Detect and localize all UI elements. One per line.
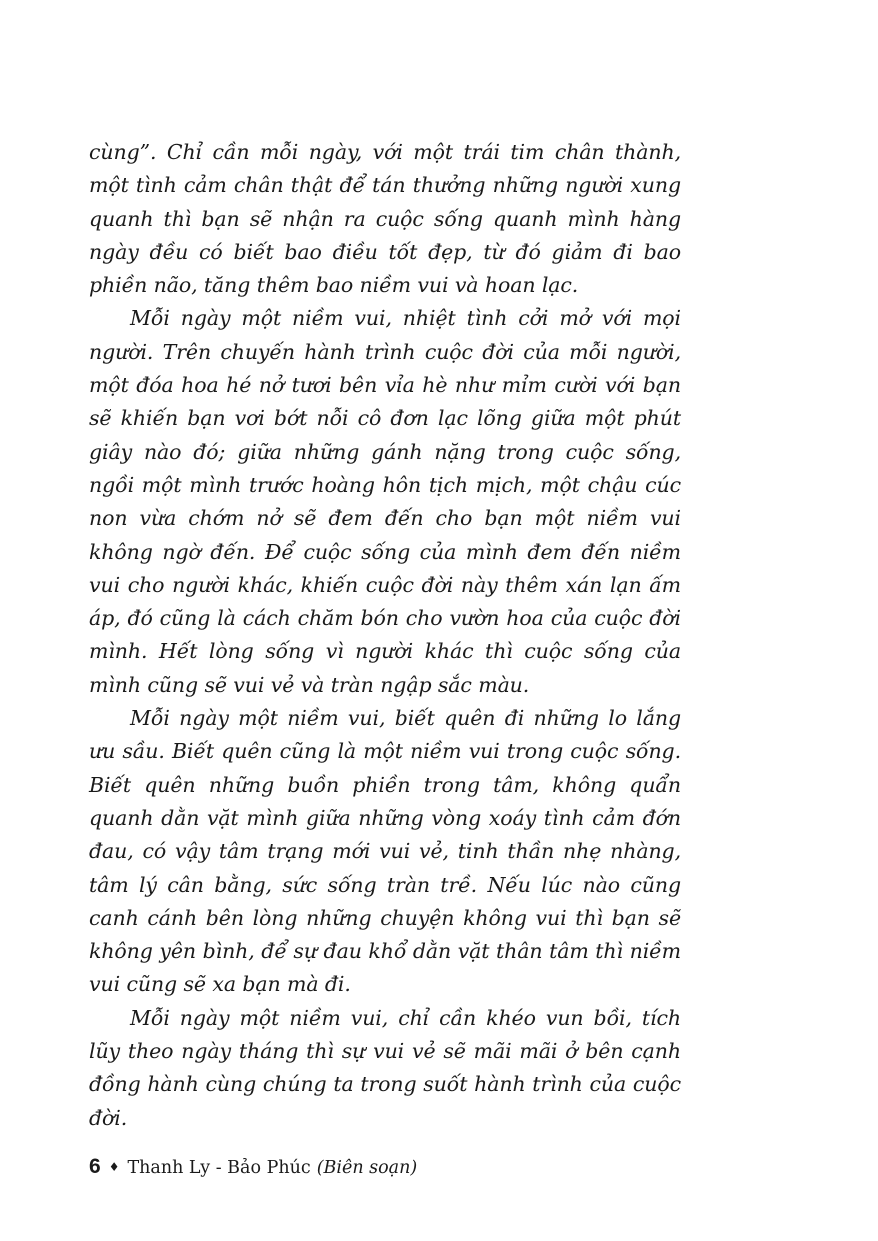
page-footer — [89, 1155, 417, 1185]
diamond-separator-icon: ♦ — [108, 1160, 120, 1174]
page-number: 6 — [89, 1155, 101, 1178]
paragraph-forgetting: Mỗi ngày một niềm vui, biết quên đi những lo lắng ưu sầu. Biết quên cũng là một niềm vui trong cuộc sống. Biết quên những buồn phiền trong tâm, không quẩn quanh dằn vặt mình giữa những vòng xoáy tình cảm đớn đau, có vậy tâm trạng mới vui vẻ, tinh thần nhẹ nhàng, tâm lý cân bằng, sức sống tràn trề. Nếu lúc nào cũng canh cánh bên lòng những chuyện không vui thì bạn sẽ không yên bình, để sự đau khổ dằn vặt thân tâm thì niềm vui cũng sẽ xa bạn mà đi. — [89, 706, 681, 997]
paragraph-conclusion: Mỗi ngày một niềm vui, chỉ cần khéo vun bồi, tích lũy theo ngày tháng thì sự vui vẻ sẽ mãi mãi ở bên cạnh đồng hành cùng chúng ta trong suốt hành trình của cuộc đời. — [89, 1005, 681, 1130]
footer-role: (Biên soạn) — [316, 1158, 418, 1178]
paragraph-enthusiasm: Mỗi ngày một niềm vui, nhiệt tình cởi mở với mọi người. Trên chuyến hành trình cuộc đời của mỗi người, một đóa hoa hé nở tươi bên vỉa hè như mỉm cười với bạn sẽ khiến bạn vơi bớt nỗi cô đơn lạc lõng giữa một phút giây nào đó; giữa những gánh nặng trong cuộc sống, ngồi một mình trước hoàng hôn tịch mịch, một chậu cúc non vừa chớm nở sẽ đem đến cho bạn một niềm vui không ngờ đến. Để cuộc sống của mình đem đến niềm vui cho người khác, khiến cuộc đời này thêm xán lạn ấm áp, đó cũng là cách chăm bón cho vườn hoa của cuộc đời mình. Hết lòng sống vì người khác thì cuộc sống của mình cũng sẽ vui vẻ và tràn ngập sắc màu. — [89, 306, 681, 697]
footer-author: Thanh Ly - Bảo Phúc — [127, 1158, 311, 1178]
paragraph-continued: cùng”. Chỉ cần mỗi ngày, với một trái tim chân thành, một tình cảm chân thật để tán thưởng những người xung quanh thì bạn sẽ nhận ra cuộc sống quanh mình hàng ngày đều có biết bao điều tốt đẹp, từ đó giảm đi bao phiền não, tăng thêm bao niềm vui và hoan lạc. — [89, 140, 681, 298]
page-body — [89, 136, 681, 1135]
